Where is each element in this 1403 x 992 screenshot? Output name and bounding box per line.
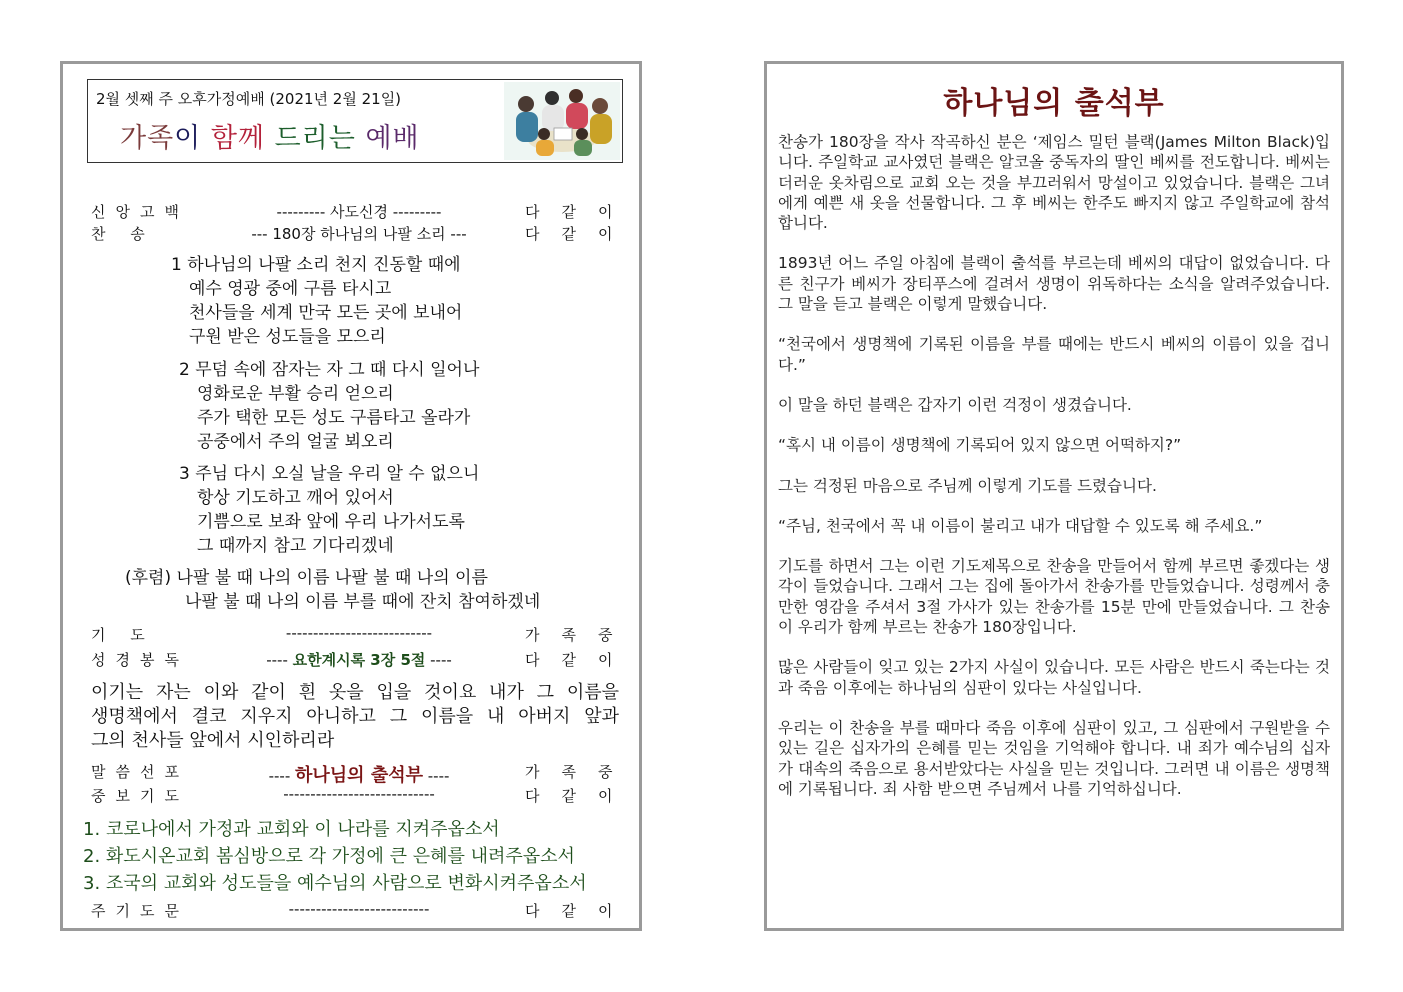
lyric-line: 영화로운 부활 승리 얻으리	[197, 384, 394, 404]
lyric-line: 주가 택한 모든 성도 구름타고 올라가	[197, 408, 471, 428]
order-leader: 가족중	[525, 626, 635, 644]
lyric-line: 구원 받은 성도들을 모으리	[189, 327, 386, 347]
story-paragraph: “천국에서 생명책에 기록된 이름을 부를 때에는 반드시 베씨의 이름이 있을 겁니다.”	[778, 335, 1330, 374]
order-item	[201, 649, 517, 670]
order-leader: 다같이	[525, 651, 635, 669]
order-leader: 다같이	[525, 902, 635, 920]
prayer-request-item: 2. 화도시온교회 봄심방으로 각 가정에 큰 은혜를 내려주옵소서	[83, 846, 575, 867]
title-part: 드리는	[274, 123, 366, 154]
title-part: 함께	[210, 123, 275, 154]
order-label: 중보기도	[91, 787, 189, 805]
sermon-story-panel	[764, 61, 1344, 931]
order-item-dash: ----	[268, 767, 295, 785]
order-row-hymn	[91, 223, 635, 245]
order-leader: 다같이	[525, 787, 635, 805]
lyric-line: 공중에서 주의 얼굴 뵈오리	[197, 432, 394, 452]
order-row-sermon	[91, 761, 635, 786]
story-paragraph: 찬송가 180장을 작사 작곡하신 분은 ‘제임스 밀턴 블랙(James Milton Black)입니다. 주일학교 교사였던 블랙은 알코올 중독자의 딸인 베씨를 전도합니다. 베씨는 더러운 옷차림으로 교회 오는 것을 부끄러워서 망설이고 있었습니다. 블랙은 그녀에게 예쁜 새 옷을 선물합니다. 그 후 베씨는 한주도 빠지지 않고 주일학교에 참석합니다.	[778, 133, 1330, 233]
prayer-request-item: 1. 코로나에서 가정과 교회와 이 나라를 지켜주옵소서	[83, 819, 500, 840]
lyric-line: 천사들을 세계 만국 모든 곳에 보내어	[189, 303, 463, 323]
order-leader: 다같이	[525, 203, 635, 221]
hymn-chorus	[125, 566, 540, 614]
order-item-dash: ----	[266, 651, 293, 669]
order-item: ----------------------------	[283, 785, 435, 803]
story-paragraph: 우리는 이 찬송을 부를 때마다 죽음 이후에 심판이 있고, 그 심판에서 구원받을 수 있는 길은 십자가의 은혜를 믿는 것임을 기억해야 합니다. 내 죄가 예수님의 십자가 대속의 죽음으로 용서받았다는 사실을 믿는 것입니다. 그러면 내 이름은 생명책에 기록됩니다. 죄 사함 받으면 주님께서 나를 기억하십니다.	[778, 718, 1330, 798]
order-label: 말씀선포	[91, 763, 189, 781]
lyric-line: 2 무덤 속에 잠자는 자 그 때 다시 일어나	[179, 360, 480, 380]
worship-order-panel	[60, 61, 642, 931]
story-title: 하나님의 출석부	[943, 86, 1165, 121]
title-part: 예배	[365, 123, 420, 154]
order-label: 찬 송	[91, 225, 155, 243]
order-label: 주기도문	[91, 902, 189, 920]
order-row-intercession	[91, 785, 635, 807]
service-title	[120, 116, 420, 155]
story-paragraph: 1893년 어느 주일 아침에 블랙이 출석를 부르는데 베씨의 대답이 없었습니다. 다른 친구가 베씨가 장티푸스에 걸려서 생명이 위독하다는 소식을 알려주었습니다. 그 말을 듣고 블랙은 이렇게 말했습니다.	[778, 254, 1330, 314]
scripture-line: 생명책에서 결코 지우지 아니하고 그 이름을 내 아버지 앞과	[91, 706, 619, 727]
lyric-line: 기쁨으로 보좌 앞에 우리 나가서도록	[197, 512, 465, 532]
story-paragraph: “주님, 천국에서 꼭 내 이름이 불리고 내가 대답할 수 있도록 해 주세요.”	[778, 516, 1263, 535]
family-illustration	[504, 82, 620, 160]
order-row-creed	[91, 201, 635, 223]
service-date: 2월 셋째 주 오후가정예배 (2021년 2월 21일)	[96, 90, 402, 108]
order-leader: 가족중	[525, 763, 635, 781]
scripture-line: 그의 천사들 앞에서 시인하리라	[91, 730, 335, 751]
lyric-line: 항상 기도하고 깨어 있어서	[197, 488, 394, 508]
order-row-prayer	[91, 624, 635, 646]
prayer-requests	[83, 816, 587, 897]
hymn-verse-2	[179, 358, 479, 454]
order-item: --------- 사도신경 ---------	[276, 203, 442, 221]
story-paragraph: “혹시 내 이름이 생명책에 기록되어 있지 않으면 어떡하지?”	[778, 436, 1182, 455]
order-item: --- 180장 하나님의 나팔 소리 ---	[251, 225, 467, 243]
story-body	[778, 132, 1330, 819]
story-paragraph: 기도를 하면서 그는 이런 기도제목으로 찬송을 만들어서 함께 부르면 좋겠다는 생각이 들었습니다. 그래서 그는 집에 돌아가서 찬송가를 만들었습니다. 성령께서 충만한 영감을 주셔서 3절 가사가 있는 찬송가를 15분 만에 만들었습니다. 그 찬송이 우리가 함께 부르는 찬송가 180장입니다.	[778, 557, 1330, 637]
order-leader: 다같이	[525, 225, 635, 243]
bulletin-header	[87, 79, 623, 163]
hymn-verse-3	[179, 462, 479, 558]
scripture-line: 이기는 자는 이와 같이 흰 옷을 입을 것이요 내가 그 이름을	[91, 682, 619, 703]
lyric-line: 예수 영광 중에 구름 타시고	[189, 279, 392, 299]
prayer-request-item: 3. 조국의 교회와 성도들을 예수님의 사람으로 변화시켜주옵소서	[83, 873, 587, 894]
order-row-scripture	[91, 649, 635, 671]
scripture-reference: 요한계시록 3장 5절	[292, 651, 426, 669]
lyric-line: 3 주님 다시 오실 날을 우리 알 수 없으니	[179, 464, 480, 484]
title-part: 가족	[120, 123, 175, 154]
scripture-text	[91, 681, 619, 753]
lyric-line: (후렴) 나팔 불 때 나의 이름 나팔 불 때 나의 이름	[125, 568, 488, 588]
order-item-dash: ----	[425, 651, 452, 669]
sermon-title: 하나님의 출석부	[295, 765, 423, 786]
story-paragraph: 많은 사람들이 잊고 있는 2가지 사실이 있습니다. 모든 사람은 반드시 죽는다는 것과 죽음 이후에는 하나님의 심판이 있다는 사실입니다.	[778, 658, 1330, 697]
lyric-line: 나팔 불 때 나의 이름 부를 때에 잔치 참여하겠네	[185, 592, 541, 612]
order-item	[201, 761, 517, 787]
story-paragraph: 이 말을 하던 블랙은 갑자기 이런 걱정이 생겼습니다.	[778, 395, 1132, 414]
order-row-lords-prayer	[91, 900, 635, 922]
order-label: 신앙고백	[91, 203, 189, 221]
story-paragraph: 그는 걱정된 마음으로 주님께 이렇게 기도를 드렸습니다.	[778, 476, 1157, 495]
lyric-line: 1 하나님의 나팔 소리 천지 진동할 때에	[171, 255, 461, 275]
order-label: 성경봉독	[91, 651, 189, 669]
hymn-verse-1	[171, 253, 462, 349]
title-part: 이	[174, 123, 211, 154]
lyric-line: 그 때까지 참고 기다리겠네	[197, 536, 394, 556]
order-item: ---------------------------	[285, 624, 433, 642]
order-item: --------------------------	[288, 900, 430, 918]
order-label: 기 도	[91, 626, 155, 644]
order-item-dash: ----	[422, 767, 450, 785]
